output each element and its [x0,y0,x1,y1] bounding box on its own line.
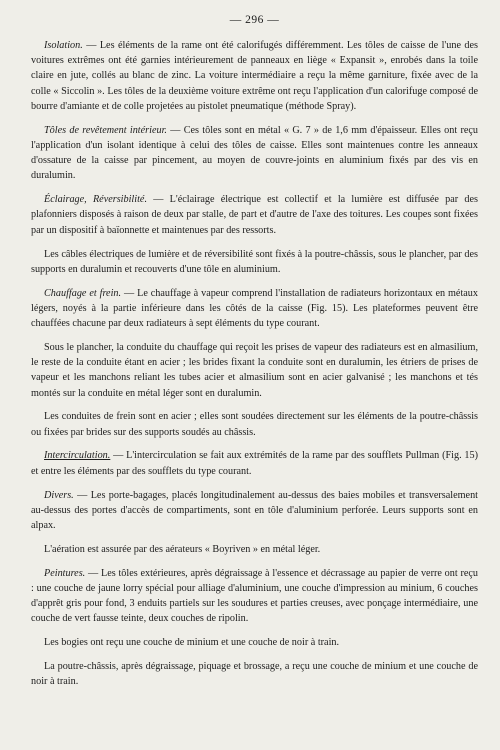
paragraph-text: Les bogies ont reçu une couche de minium et une couche de noir à train. [44,637,340,649]
paragraph-aeration [31,542,478,557]
paragraph-cables [31,247,478,277]
paragraph-text: — L'éclairage électrique est collectif et la lumière est diffusée par des plafonniers disposés à raison de deux par stalle, de part et d'autre de l'axe des toitures. Les coupes sont fixées par un dispositif à baïonnette et maintenues par des ressorts. [31,194,478,236]
paragraph-toles-revetement [31,123,478,184]
paragraph-heading: Isolation. [44,40,83,51]
paragraph-conduite-chauffage [31,340,478,401]
paragraph-text: — Les tôles extérieures, après dégraissage à l'essence et décrassage au papier de verre ont reçu : une couche de jaune lorry spécial pour alliage d'aluminium, une couche d'impression au minium, 6 couches d'apprêt gris pour fond, 3 enduits partiels sur les soudures et parties creuses, avec ponçage intermédiaire, une couche de vert fausse teinte, deux couches de ripolin. [31,567,478,625]
paragraph-poutre-chassis [31,659,478,689]
paragraph-text: — L'intercirculation se fait aux extrémités de la rame par des soufflets Pullman (Fig. 15) et entre les éléments par des soufflets du type courant. [31,450,478,477]
paragraph-heading: Tôles de revêtement intérieur. [44,124,167,136]
paragraph-divers [31,488,478,534]
paragraph-text: Sous le plancher, la conduite du chauffage qui reçoit les prises de vapeur des radiateurs est en almasilium, le reste de la conduite étant en acier ; les brides fixant la conduite sont en duralumin, les étriers de prises de vapeur et les manchons reliant les tubes acier et almasilium sont en acier galvanisé ; les manchons et tés montés sur la conduite en métal léger sont en duralumin. [31,341,478,399]
paragraph-heading: Intercirculation. [44,450,111,462]
paragraph-heading: Peintures. [44,567,86,579]
paragraph-peintures [31,566,478,627]
paragraph-eclairage [31,192,478,238]
paragraph-text: Les câbles électriques de lumière et de réversibilité sont fixés à la poutre-châssis, sous le plancher, par des supports en duralumin et recouverts d'une tôle en aluminium. [31,248,478,275]
paragraph-conduites-frein [31,409,478,439]
paragraph-text: La poutre-châssis, après dégraissage, piquage et brossage, a reçu une couche de minium et une couche de noir à train. [31,661,478,688]
paragraph-heading: Divers. [44,489,74,501]
paragraph-intercirculation [31,448,478,478]
paragraph-text: — Les porte-bagages, placés longitudinalement au-dessus des baies mobiles et transversalement au-dessus des portes d'accès de compartiments, sont en tôle d'aluminium perforée. Leurs supports sont en alpax. [31,489,478,531]
paragraph-isolation [31,38,478,114]
paragraph-text: L'aération est assurée par des aérateurs « Boyriven » en métal léger. [44,543,321,555]
paragraph-text: Les conduites de frein sont en acier ; elles sont soudées directement sur les éléments de la poutre-châssis ou fixées par brides sur des supports soudés au châssis. [31,411,478,438]
paragraph-heading: Chauffage et frein. [44,287,122,299]
paragraph-text: — Le chauffage à vapeur comprend l'installation de radiateurs horizontaux en métaux légers, noyés à la partie inférieure dans les côtés de la caisse (Fig. 15). Les plateformes peuvent être chauffées chacune par deux radiateurs à sept éléments du type courant. [31,287,478,329]
paragraph-heading: Éclairage, Réversibilité. [44,194,147,206]
paragraph-text: — Ces tôles sont en métal « G. 7 » de 1,6 mm d'épaisseur. Elles ont reçu l'application d'un isolant identique à celui des tôles de caisse. Elles sont maintenues contre les anneaux d'ossature de la caisse par pincement, au moyen de couvre-joints en aluminium fixés par des vis en duralumin. [31,124,478,182]
paragraph-chauffage [31,286,478,332]
paragraph-bogies [31,635,478,650]
paragraph-text: — Les éléments de la rame ont été calorifugés différemment. Les tôles de caisse de l'une des voitures extrêmes ont été garnies intérieurement de panneaux en liège « Expansit », enrobés dans la toile claire en jute, collés au blanc de zinc. La voiture intermédiaire a reçu la même garniture, fixée avec de la colle « Siccolin ». Les tôles de la deuxième voiture extrême ont reçu l'application d'un calorifuge composé de bourre d'amiante et de colle projetées au pistolet pneumatique (méthode Spray). [31,40,478,112]
page-number: — 296 — [229,14,280,26]
